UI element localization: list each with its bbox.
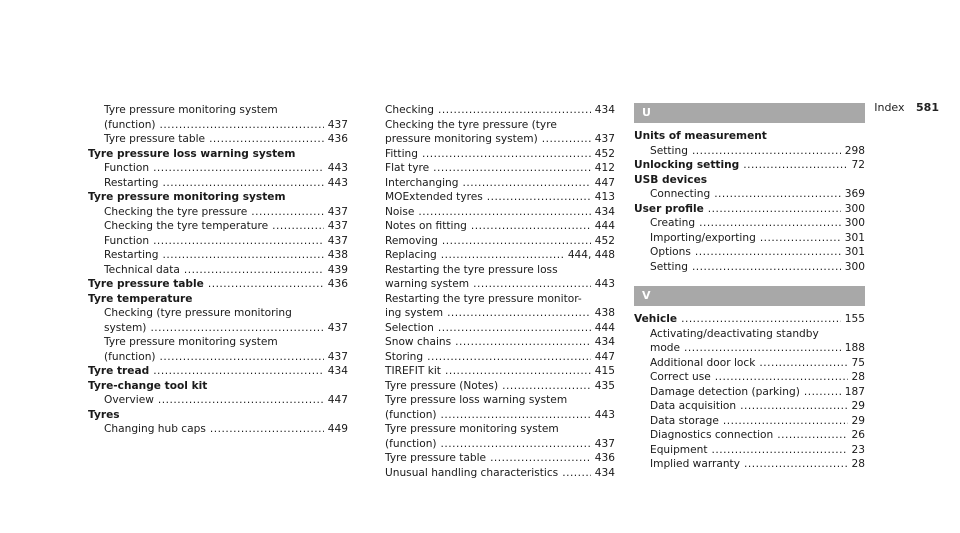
entry-term: Storing [385, 350, 424, 363]
entry-term: mode [650, 342, 681, 354]
dot-leader [209, 132, 324, 147]
dot-leader [441, 408, 591, 423]
entry-term: Function [104, 234, 150, 247]
entry-page-number[interactable]: 434 [327, 365, 348, 377]
index-entry-heading [634, 129, 865, 144]
entry-page-number[interactable]: 437 [327, 118, 348, 131]
index-entry[interactable] [634, 356, 865, 371]
dot-leader [681, 312, 841, 327]
entry-page-number[interactable]: 435 [594, 379, 615, 392]
entry-page-number[interactable]: 434 [594, 336, 615, 348]
entry-page-number[interactable]: 443 [594, 278, 615, 290]
index-entry-heading [385, 393, 615, 408]
entry-term: Removing [385, 234, 438, 247]
entry-page-number[interactable]: 443 [327, 162, 348, 174]
entry-page-number[interactable]: 415 [594, 365, 615, 377]
entry-term: Restarting [104, 249, 159, 261]
entry-term: TIREFIT kit [385, 365, 441, 377]
entry-page-number[interactable]: 452 [594, 147, 615, 160]
entry-term: Tyre temperature [88, 292, 193, 305]
index-entry[interactable] [88, 205, 348, 220]
index-entry-heading [634, 327, 865, 342]
entry-term: Units of measurement [634, 130, 767, 142]
entry-term: Checking (tyre pressure monitoring [104, 307, 292, 319]
entry-term: Selection [385, 321, 434, 334]
index-entry[interactable] [634, 399, 865, 414]
dot-leader [150, 321, 323, 336]
entry-page-number[interactable]: 444 [594, 321, 615, 334]
index-entry[interactable] [634, 443, 865, 458]
dot-leader [422, 147, 591, 162]
entry-term: Unlocking setting [634, 159, 740, 171]
index-entry[interactable] [88, 393, 348, 408]
entry-term: USB devices [634, 173, 708, 186]
entry-term: Checking [385, 104, 434, 116]
entry-term: MOExtended tyres [385, 191, 483, 203]
dot-leader [699, 216, 841, 231]
dot-leader [184, 263, 324, 278]
dot-leader [427, 350, 591, 365]
entry-page-number[interactable]: 443 [327, 176, 348, 189]
entry-page-number[interactable]: 434 [594, 466, 615, 479]
dot-leader [744, 457, 848, 472]
index-entry[interactable] [634, 312, 865, 327]
dot-leader [162, 248, 323, 263]
index-entry[interactable] [88, 364, 348, 379]
index-column-3 [634, 103, 865, 472]
index-entry[interactable] [385, 161, 615, 176]
entry-term: Tyre pressure table [104, 133, 206, 145]
entry-page-number[interactable]: 298 [844, 144, 865, 157]
index-entry[interactable] [88, 132, 348, 147]
dot-leader [162, 176, 323, 191]
index-entry[interactable] [385, 350, 615, 365]
dot-leader [160, 118, 324, 133]
entry-page-number[interactable]: 301 [844, 231, 865, 244]
dot-leader [153, 364, 324, 379]
index-entry-heading [88, 408, 348, 423]
entry-term: Vehicle [634, 313, 678, 325]
entry-page-number[interactable]: 28 [851, 371, 865, 383]
dot-leader [153, 234, 324, 249]
index-entry-heading [385, 118, 615, 133]
entry-term: pressure monitoring system) [385, 133, 538, 145]
entry-term: Tyre pressure loss warning system [385, 394, 568, 406]
entry-term: Noise [385, 205, 415, 218]
entry-page-number[interactable]: 23 [851, 443, 865, 456]
dot-leader [502, 379, 591, 394]
index-entry[interactable] [88, 263, 348, 278]
index-entry[interactable] [385, 379, 615, 394]
entry-page-number[interactable]: 437 [327, 350, 348, 363]
entry-term: Tyre pressure table [88, 278, 204, 290]
index-entry[interactable] [385, 147, 615, 162]
entry-term: Connecting [650, 188, 711, 200]
entry-page-number[interactable]: 447 [594, 176, 615, 189]
entry-page-number[interactable]: 72 [851, 159, 865, 171]
dot-leader [804, 385, 841, 400]
entry-page-number[interactable]: 444 [594, 220, 615, 232]
dot-leader [462, 176, 590, 191]
entry-term: (function) [385, 408, 437, 421]
index-entry[interactable] [88, 118, 348, 133]
index-entry[interactable] [634, 370, 865, 385]
index-entry[interactable] [88, 248, 348, 263]
index-entry[interactable] [385, 132, 615, 147]
index-entry[interactable] [385, 451, 615, 466]
entry-term: Setting [650, 260, 688, 273]
entry-term: Setting [650, 144, 688, 157]
dot-leader [438, 103, 591, 118]
entry-term: (function) [104, 350, 156, 363]
entry-page-number[interactable]: 437 [327, 234, 348, 247]
entry-term: Activating/deactivating standby [650, 327, 819, 340]
entry-page-number[interactable]: 434 [594, 104, 615, 116]
index-entry[interactable] [634, 414, 865, 429]
entry-term: Creating [650, 217, 696, 229]
entry-term: Restarting the tyre pressure monitor- [385, 292, 582, 305]
entry-page-number[interactable]: 438 [594, 307, 615, 319]
dot-leader [441, 248, 564, 263]
entry-term: Overview [104, 394, 154, 406]
dot-leader [471, 219, 591, 234]
entry-term: Implied warranty [650, 458, 740, 470]
dot-leader [208, 277, 324, 292]
dot-leader [542, 132, 591, 147]
index-entry[interactable] [634, 341, 865, 356]
entry-page-number[interactable]: 447 [327, 394, 348, 406]
dot-leader [445, 364, 591, 379]
section-spacer [634, 274, 865, 286]
index-entry[interactable] [385, 364, 615, 379]
index-entry[interactable] [634, 187, 865, 202]
dot-leader [723, 414, 848, 429]
entry-term: Checking the tyre temperature [104, 220, 269, 232]
entry-page-number[interactable]: 412 [594, 162, 615, 174]
entry-term: Correct use [650, 371, 711, 383]
index-entry[interactable] [634, 457, 865, 472]
index-entry[interactable] [634, 385, 865, 400]
entry-term: User profile [634, 202, 704, 215]
entry-term: Options [650, 246, 691, 258]
entry-page-number[interactable]: 434 [594, 205, 615, 218]
dot-leader [487, 190, 591, 205]
dot-leader [153, 161, 324, 176]
index-entry-heading [385, 263, 615, 278]
entry-page-number[interactable]: 437 [594, 437, 615, 450]
entry-term: Technical data [104, 263, 180, 276]
entry-term: Replacing [385, 249, 437, 261]
index-entry[interactable] [385, 176, 615, 191]
entry-term: Tyre tread [88, 365, 150, 377]
dot-leader [210, 422, 324, 437]
index-entry-heading [88, 147, 348, 162]
entry-term: system) [104, 321, 147, 334]
index-entry[interactable] [385, 277, 615, 292]
index-entry[interactable] [385, 306, 615, 321]
dot-leader [708, 202, 841, 217]
entry-page-number[interactable]: 300 [844, 202, 865, 215]
index-entry[interactable] [385, 219, 615, 234]
dot-leader [490, 451, 591, 466]
entry-term: Tyre pressure monitoring system [385, 423, 559, 435]
dot-leader [714, 187, 841, 202]
index-entry[interactable] [385, 103, 615, 118]
entry-term: Notes on fitting [385, 220, 467, 232]
dot-leader [441, 437, 591, 452]
entry-term: Snow chains [385, 336, 452, 348]
dot-leader [692, 144, 841, 159]
dot-leader [684, 341, 841, 356]
entry-term: Tyre-change tool kit [88, 379, 208, 392]
entry-page-number[interactable]: 436 [594, 452, 615, 464]
index-entry[interactable] [385, 466, 615, 481]
dot-leader [438, 321, 591, 336]
entry-page-number[interactable]: 452 [594, 234, 615, 247]
entry-term: Tyres [88, 408, 120, 421]
index-entry-heading [634, 173, 865, 188]
entry-term: Data acquisition [650, 400, 737, 412]
entry-page-number[interactable]: 75 [851, 356, 865, 369]
entry-term: Tyre pressure (Notes) [385, 379, 499, 392]
entry-page-number[interactable]: 436 [327, 278, 348, 290]
entry-term: Changing hub caps [104, 423, 206, 435]
entry-term: Tyre pressure loss warning system [88, 147, 296, 160]
dot-leader [442, 234, 591, 249]
index-entry[interactable] [88, 277, 348, 292]
entry-term: warning system [385, 278, 470, 290]
index-entry-heading [88, 335, 348, 350]
dot-leader [740, 399, 847, 414]
entry-term: (function) [385, 437, 437, 450]
index-entry[interactable] [88, 350, 348, 365]
entry-page-number[interactable]: 28 [851, 458, 865, 470]
index-column-2 [385, 103, 615, 480]
index-entry[interactable] [634, 202, 865, 217]
index-entry[interactable] [634, 260, 865, 275]
entry-term: Equipment [650, 443, 708, 456]
index-entry[interactable] [634, 158, 865, 173]
entry-term: Fitting [385, 147, 418, 160]
index-entry[interactable] [634, 231, 865, 246]
index-entry[interactable] [385, 234, 615, 249]
index-entry[interactable] [634, 245, 865, 260]
entry-page-number[interactable]: 29 [851, 414, 865, 427]
section-letter: V [634, 286, 865, 306]
index-entry[interactable] [88, 176, 348, 191]
page-header [874, 101, 939, 114]
entry-term: Checking the tyre pressure (tyre [385, 118, 557, 131]
entry-page-number[interactable]: 188 [844, 342, 865, 354]
entry-page-number[interactable]: 301 [844, 246, 865, 258]
dot-leader [562, 466, 591, 481]
entry-term: Damage detection (parking) [650, 385, 800, 398]
dot-leader [777, 428, 847, 443]
dot-leader [158, 393, 324, 408]
entry-page-number[interactable]: 439 [327, 263, 348, 276]
entry-page-number[interactable]: 369 [844, 188, 865, 200]
index-entry[interactable] [88, 219, 348, 234]
index-entry[interactable] [385, 205, 615, 220]
entry-page-number[interactable]: 300 [844, 260, 865, 273]
index-entry-heading [88, 379, 348, 394]
dot-leader [160, 350, 324, 365]
entry-page-number[interactable]: 444, 448 [567, 249, 615, 261]
index-entry[interactable] [88, 234, 348, 249]
dot-leader [433, 161, 591, 176]
index-entry[interactable] [88, 321, 348, 336]
page-number: 581 [916, 101, 939, 114]
index-entry[interactable] [634, 144, 865, 159]
section-letter: U [634, 103, 865, 123]
entry-page-number[interactable]: 449 [327, 423, 348, 435]
entry-term: Interchanging [385, 176, 459, 189]
entry-page-number[interactable]: 437 [327, 205, 348, 218]
dot-leader [455, 335, 591, 350]
index-entry[interactable] [385, 190, 615, 205]
dot-leader [447, 306, 591, 321]
entry-term: Flat tyre [385, 162, 430, 174]
entry-term: Checking the tyre pressure [104, 205, 248, 218]
index-entry[interactable] [634, 216, 865, 231]
entry-term: Tyre pressure table [385, 452, 487, 464]
entry-term: Tyre pressure monitoring system [104, 336, 278, 348]
dot-leader [760, 231, 841, 246]
entry-term: Diagnostics connection [650, 429, 774, 441]
entry-page-number[interactable]: 437 [327, 220, 348, 232]
index-entry[interactable] [385, 321, 615, 336]
entry-term: Importing/exporting [650, 231, 756, 244]
dot-leader [272, 219, 324, 234]
dot-leader [715, 370, 848, 385]
entry-page-number[interactable]: 437 [327, 321, 348, 334]
entry-page-number[interactable]: 155 [844, 313, 865, 325]
dot-leader [692, 260, 841, 275]
entry-page-number[interactable]: 26 [851, 429, 865, 441]
index-entry[interactable] [385, 248, 615, 263]
header-title: Index [874, 101, 905, 114]
entry-page-number[interactable]: 437 [594, 133, 615, 145]
dot-leader [251, 205, 323, 220]
entry-term: Restarting [104, 176, 159, 189]
index-entry-heading [88, 190, 348, 205]
dot-leader [473, 277, 591, 292]
index-entry-heading [385, 292, 615, 307]
entry-term: Additional door lock [650, 356, 756, 369]
entry-page-number[interactable]: 447 [594, 350, 615, 363]
entry-term: Restarting the tyre pressure loss [385, 263, 558, 276]
entry-page-number[interactable]: 413 [594, 191, 615, 203]
entry-term: (function) [104, 118, 156, 131]
index-entry-heading [88, 292, 348, 307]
index-entry[interactable] [88, 161, 348, 176]
index-entry[interactable] [88, 422, 348, 437]
dot-leader [759, 356, 847, 371]
entry-term: Data storage [650, 414, 719, 427]
index-entry-heading [88, 103, 348, 118]
index-entry-heading [88, 306, 348, 321]
entry-term: Unusual handling characteristics [385, 466, 559, 479]
dot-leader [418, 205, 590, 220]
index-entry[interactable] [385, 335, 615, 350]
dot-leader [712, 443, 848, 458]
entry-term: ing system [385, 307, 444, 319]
entry-term: Tyre pressure monitoring system [88, 191, 286, 203]
entry-page-number[interactable]: 436 [327, 133, 348, 145]
entry-page-number[interactable]: 443 [594, 408, 615, 421]
index-column-1 [88, 103, 348, 437]
dot-leader [695, 245, 841, 260]
entry-page-number[interactable]: 187 [844, 385, 865, 398]
dot-leader [743, 158, 847, 173]
index-entry[interactable] [385, 437, 615, 452]
entry-term: Tyre pressure monitoring system [104, 104, 278, 116]
index-entry-heading [385, 422, 615, 437]
entry-page-number[interactable]: 29 [851, 400, 865, 412]
index-entry[interactable] [634, 428, 865, 443]
entry-page-number[interactable]: 300 [844, 217, 865, 229]
index-entry[interactable] [385, 408, 615, 423]
entry-term: Function [104, 162, 150, 174]
entry-page-number[interactable]: 438 [327, 249, 348, 261]
